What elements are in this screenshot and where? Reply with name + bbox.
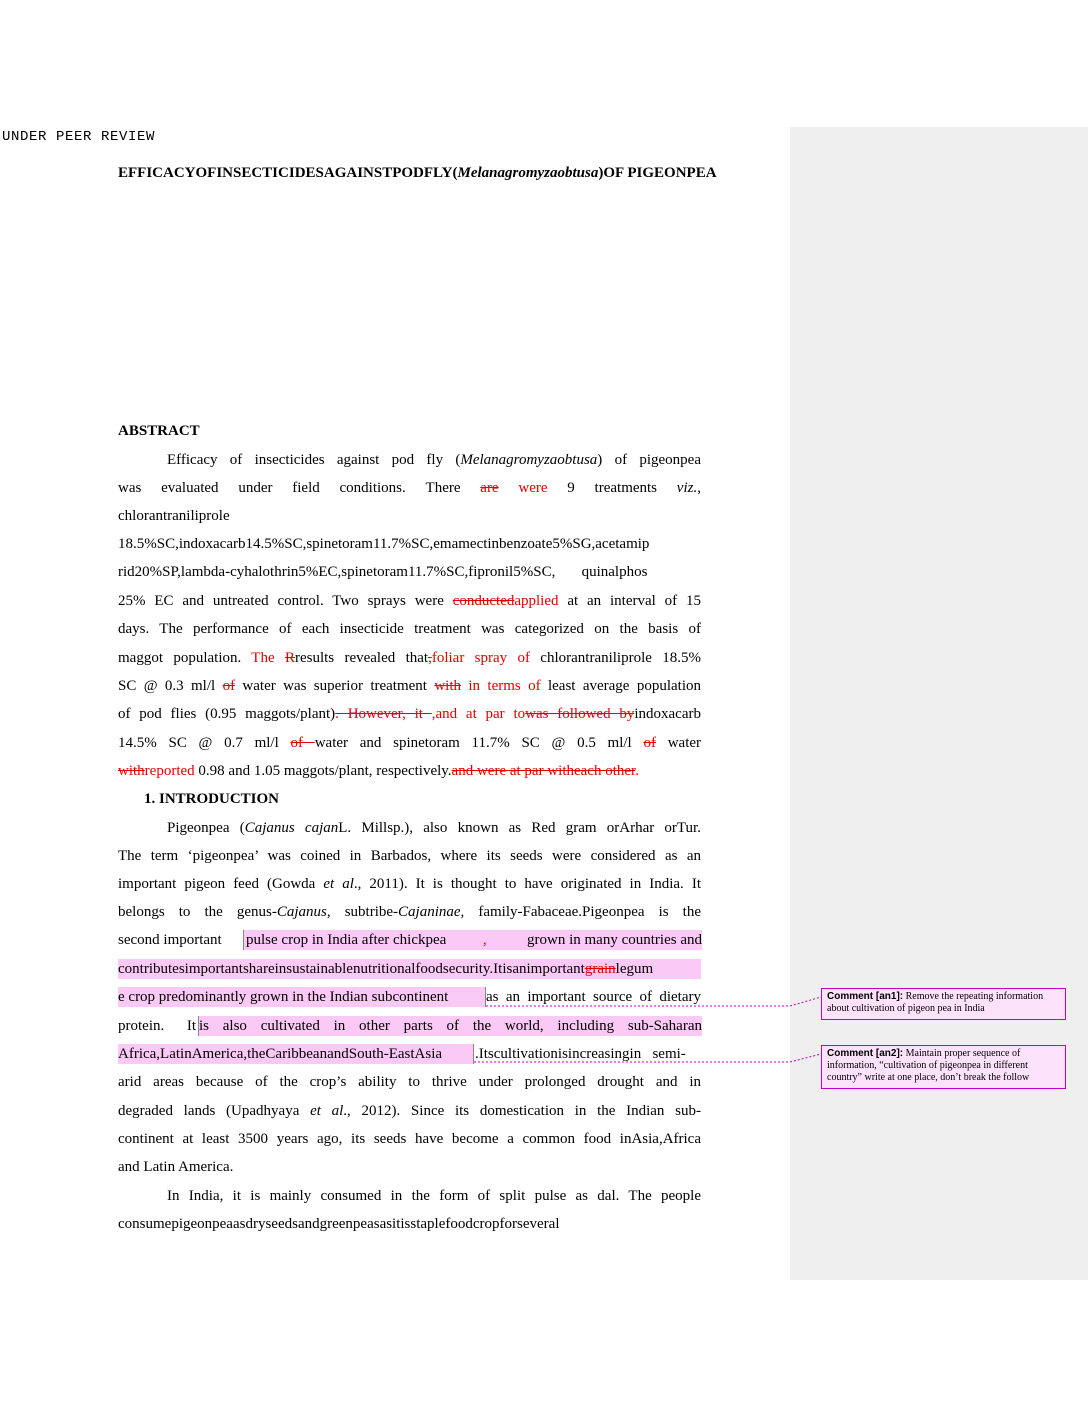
intro-line: consumepigeonpeaasdryseedsandgreenpeasasitisstaplefoodcropforseveral [118, 1216, 560, 1232]
abstract-line: Efficacy of insecticides against pod fly (Melanagromyzaobtusa) of pigeonpea [167, 452, 701, 468]
intro-line: Africa,LatinAmerica,theCaribbeanandSouth-EastAsia .Itscultivationisincreasingin semi- [118, 1046, 686, 1062]
abstract-line: maggot population. The Rresults revealed that,foliar spray of chlorantraniliprole 18.5% [118, 650, 701, 666]
intro-line: The term ‘pigeonpea’ was coined in Barbados, where its seeds were considered as an [118, 848, 701, 864]
intro-line: belongs to the genus-Cajanus, subtribe-Cajaninae, family-Fabaceae.Pigeonpea is the [118, 904, 701, 920]
intro-line: continent at least 3500 years ago, its seeds have become a common food inAsia,Africa [118, 1131, 701, 1147]
intro-line: second important pulse crop in India after chickpea , grown in many countries and [118, 932, 702, 948]
intro-line: In India, it is mainly consumed in the form of split pulse as dal. The people [167, 1188, 701, 1204]
intro-line: protein. It is also cultivated in other parts of the world, including sub-Saharan [118, 1018, 702, 1034]
intro-line: arid areas because of the crop’s ability to thrive under prolonged drought and in [118, 1074, 701, 1090]
abstract-line: 25% EC and untreated control. Two sprays were conductedapplied at an interval of 15 [118, 593, 701, 609]
intro-line: degraded lands (Upadhyaya et al., 2012). Since its domestication in the Indian sub- [118, 1103, 701, 1119]
abstract-line: 14.5% SC @ 0.7 ml/l of water and spinetoram 11.7% SC @ 0.5 ml/l of water [118, 735, 702, 751]
intro-line: and Latin America. [118, 1159, 234, 1175]
abstract-line: rid20%SP,lambda-cyhalothrin5%EC,spinetoram11.7%SC,fipronil5%SC, quinalphos [118, 564, 648, 580]
abstract-line: of pod flies (0.95 maggots/plant). However, it ,and at par towas followed byindoxacarb [118, 706, 701, 722]
intro-line: contributesimportantshareinsustainablenutritionalfoodsecurity.Itisanimportantgrainlegum [118, 959, 701, 979]
review-header: UNDER PEER REVIEW [2, 129, 156, 145]
abstract-line: was evaluated under field conditions. There are were 9 treatments viz., [118, 480, 701, 496]
abstract-line: 18.5%SC,indoxacarb14.5%SC,spinetoram11.7%SC,emamectinbenzoate5%SG,acetamip [118, 536, 650, 552]
intro-line: Pigeonpea (Cajanus cajanL. Millsp.), also known as Red gram orArhar orTur. [167, 820, 701, 836]
comment-an1[interactable]: Comment [an1]: Remove the repeating information about cultivation of pigeon pea in India [821, 988, 1066, 1020]
abstract-line: chlorantraniliprole [118, 508, 230, 524]
paper-title: EFFICACYOFINSECTICIDESAGAINSTPODFLY(Melanagromyzaobtusa)OF PIGEONPEA [118, 165, 717, 181]
abstract-heading: ABSTRACT [118, 423, 200, 439]
comment-connector-an1 [486, 997, 821, 1006]
introduction-heading: 1. INTRODUCTION [144, 791, 280, 807]
intro-line: important pigeon feed (Gowda et al., 2011). It is thought to have originated in India. It [118, 876, 701, 892]
intro-line: e crop predominantly grown in the Indian subcontinent as an important source of dietary [118, 989, 701, 1005]
comment-an2[interactable]: Comment [an2]: Maintain proper sequence of information, “cultivation of pigeonpea in different country” write at one place, don’t break the follow [821, 1045, 1066, 1089]
abstract-line: days. The performance of each insecticide treatment was categorized on the basis of [118, 621, 701, 637]
abstract-line: SC @ 0.3 ml/l of water was superior treatment with in terms of least average population [118, 678, 701, 694]
comment-connector-an2 [474, 1054, 821, 1062]
abstract-line: withreported 0.98 and 1.05 maggots/plant, respectively.and were at par witheach other. [118, 763, 639, 779]
